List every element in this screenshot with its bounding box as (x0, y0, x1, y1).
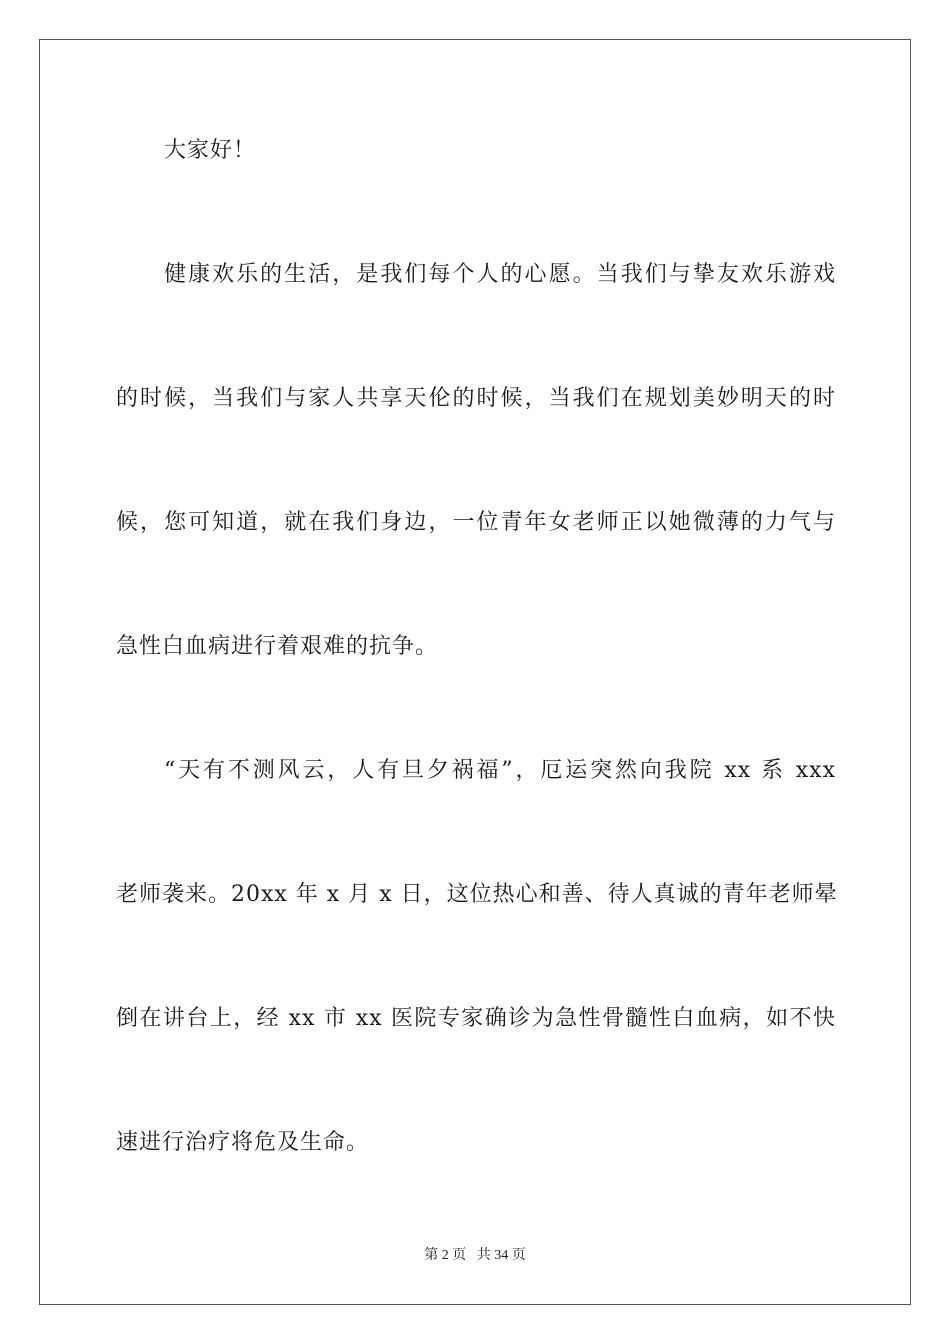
page-number: 第 2 页 (424, 1248, 467, 1263)
paragraph-2-line-1: “天有不测风云，人有旦夕祸福”，厄运突然向我院 xx 系 xxx (164, 758, 836, 783)
paragraph-2-line-4: 速进行治疗将危及生命。 (116, 1130, 370, 1155)
paragraph-1-line-2: 的时候，当我们与家人共享天伦的时候，当我们在规划美妙明天的时 (116, 386, 836, 411)
page-footer (0, 1246, 950, 1266)
paragraph-1-line-4: 急性白血病进行着艰难的抗争。 (116, 634, 439, 659)
paragraph-2-line-3: 倒在讲台上，经 xx 市 xx 医院专家确诊为急性骨髓性白血病，如不快 (116, 1006, 836, 1031)
paragraph-1-line-3: 候，您可知道，就在我们身边，一位青年女老师正以她微薄的力气与 (116, 510, 836, 535)
greeting-line: 大家好！ (164, 138, 257, 163)
paragraph-1-line-1: 健康欢乐的生活，是我们每个人的心愿。当我们与挚友欢乐游戏 (164, 262, 836, 287)
page-border (39, 39, 911, 1305)
page-total: 共 34 页 (476, 1248, 526, 1263)
paragraph-2-line-2: 老师袭来。20xx 年 x 月 x 日，这位热心和善、待人真诚的青年老师晕 (116, 882, 838, 907)
